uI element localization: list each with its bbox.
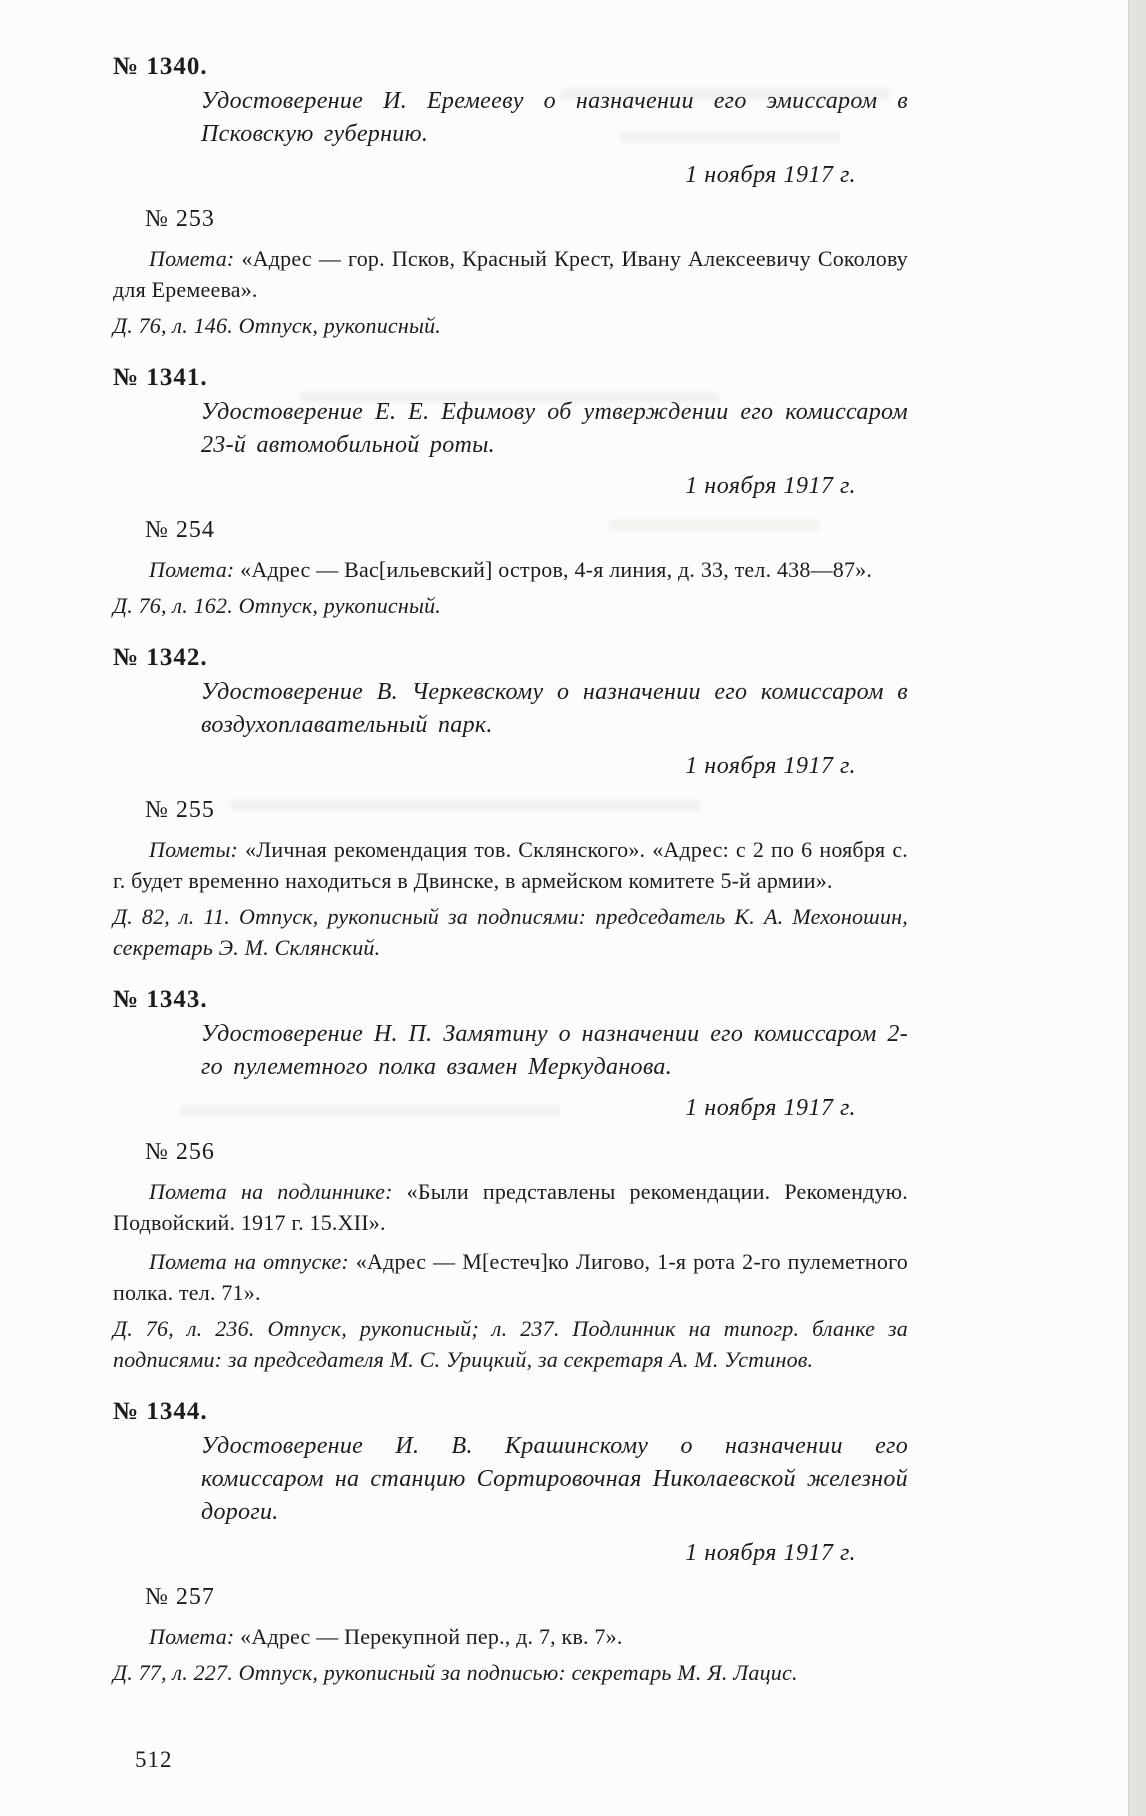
note-paragraph bbox=[113, 554, 908, 585]
document-number: № 256 bbox=[145, 1139, 215, 1165]
note-paragraph bbox=[113, 834, 908, 896]
entry-title: Удостоверение И. Еремееву о назначении его эмиссаром в Псковскую губернию. bbox=[201, 88, 908, 147]
entry-number: № 1340. bbox=[113, 53, 208, 80]
archival-reference: Д. 82, л. 11. Отпуск, рукописный за подписями: председатель К. А. Мехоношин, секретарь Э. М. Склянский. bbox=[113, 904, 908, 960]
document-entry bbox=[113, 52, 908, 341]
entry-date: 1 ноября 1917 г. bbox=[685, 473, 856, 499]
archival-reference: Д. 76, л. 162. Отпуск, рукописный. bbox=[113, 593, 441, 618]
entry-number: № 1343. bbox=[113, 986, 208, 1013]
document-number: № 257 bbox=[145, 1584, 215, 1610]
entry-date: 1 ноября 1917 г. bbox=[685, 1095, 856, 1121]
document-entry bbox=[113, 363, 908, 621]
document-number: № 255 bbox=[145, 797, 215, 823]
document-entry bbox=[113, 1397, 908, 1688]
note-text: «Адрес — Перекупной пер., д. 7, кв. 7». bbox=[240, 1624, 623, 1649]
archival-reference: Д. 76, л. 236. Отпуск, рукописный; л. 237. Подлинник на типогр. бланке за подписями: за председателя М. С. Урицкий, за секретаря А. М. Устинов. bbox=[113, 1316, 908, 1372]
note-text: «Адрес — М[естеч]ко Лигово, 1-я рота 2-го пулеметного полка. тел. 71». bbox=[113, 1249, 908, 1305]
note-text: «Были представлены рекомендации. Рекомендую. Подвойский. 1917 г. 15.XII». bbox=[113, 1179, 908, 1235]
note-paragraph bbox=[113, 1176, 908, 1238]
page-edge-shadow bbox=[1128, 0, 1146, 1816]
entry-number: № 1341. bbox=[113, 364, 208, 391]
entry-number: № 1344. bbox=[113, 1398, 208, 1425]
note-text: «Личная рекомендация тов. Склянского». «Адрес: с 2 по 6 ноября с. г. будет временно находиться в Двинске, в армейском комитете 5-й армии». bbox=[113, 837, 908, 893]
entry-date: 1 ноября 1917 г. bbox=[685, 162, 856, 188]
note-text: «Адрес — Вас[ильевский] остров, 4-я линия, д. 33, тел. 438—87». bbox=[240, 557, 873, 582]
archival-reference: Д. 76, л. 146. Отпуск, рукописный. bbox=[113, 313, 441, 338]
document-entry bbox=[113, 985, 908, 1375]
note-label: Помета на отпуске: bbox=[149, 1249, 349, 1274]
note-label: Помета: bbox=[149, 557, 235, 582]
entry-title: Удостоверение В. Черкевскому о назначении его комиссаром в воздухоплавательный парк. bbox=[201, 679, 908, 738]
document-number: № 253 bbox=[145, 206, 215, 232]
entry-title: Удостоверение Е. Е. Ефимову об утверждении его комиссаром 23-й автомобильной роты. bbox=[201, 399, 908, 458]
entry-number: № 1342. bbox=[113, 644, 208, 671]
note-paragraph bbox=[113, 243, 908, 305]
note-paragraph bbox=[113, 1246, 908, 1308]
entry-title: Удостоверение И. В. Крашинскому о назначении его комиссаром на станцию Сортировочная Николаевской железной дороги. bbox=[201, 1433, 908, 1525]
page-number: 512 bbox=[135, 1747, 173, 1772]
note-label: Помета на подлиннике: bbox=[149, 1179, 393, 1204]
note-paragraph bbox=[113, 1621, 908, 1652]
entry-title: Удостоверение Н. П. Замятину о назначении его комиссаром 2-го пулеметного полка взамен Меркуданова. bbox=[201, 1021, 908, 1080]
note-label: Помета: bbox=[149, 1624, 235, 1649]
archival-reference: Д. 77, л. 227. Отпуск, рукописный за подписью: секретарь М. Я. Лацис. bbox=[113, 1660, 798, 1685]
document-number: № 254 bbox=[145, 517, 215, 543]
note-label: Помета: bbox=[149, 246, 235, 271]
entry-date: 1 ноября 1917 г. bbox=[685, 753, 856, 779]
note-label: Пометы: bbox=[149, 837, 239, 862]
note-text: «Адрес — гор. Псков, Красный Крест, Ивану Алексеевичу Соколову для Еремеева». bbox=[113, 246, 908, 302]
entry-date: 1 ноября 1917 г. bbox=[685, 1540, 856, 1566]
document-entry bbox=[113, 643, 908, 963]
